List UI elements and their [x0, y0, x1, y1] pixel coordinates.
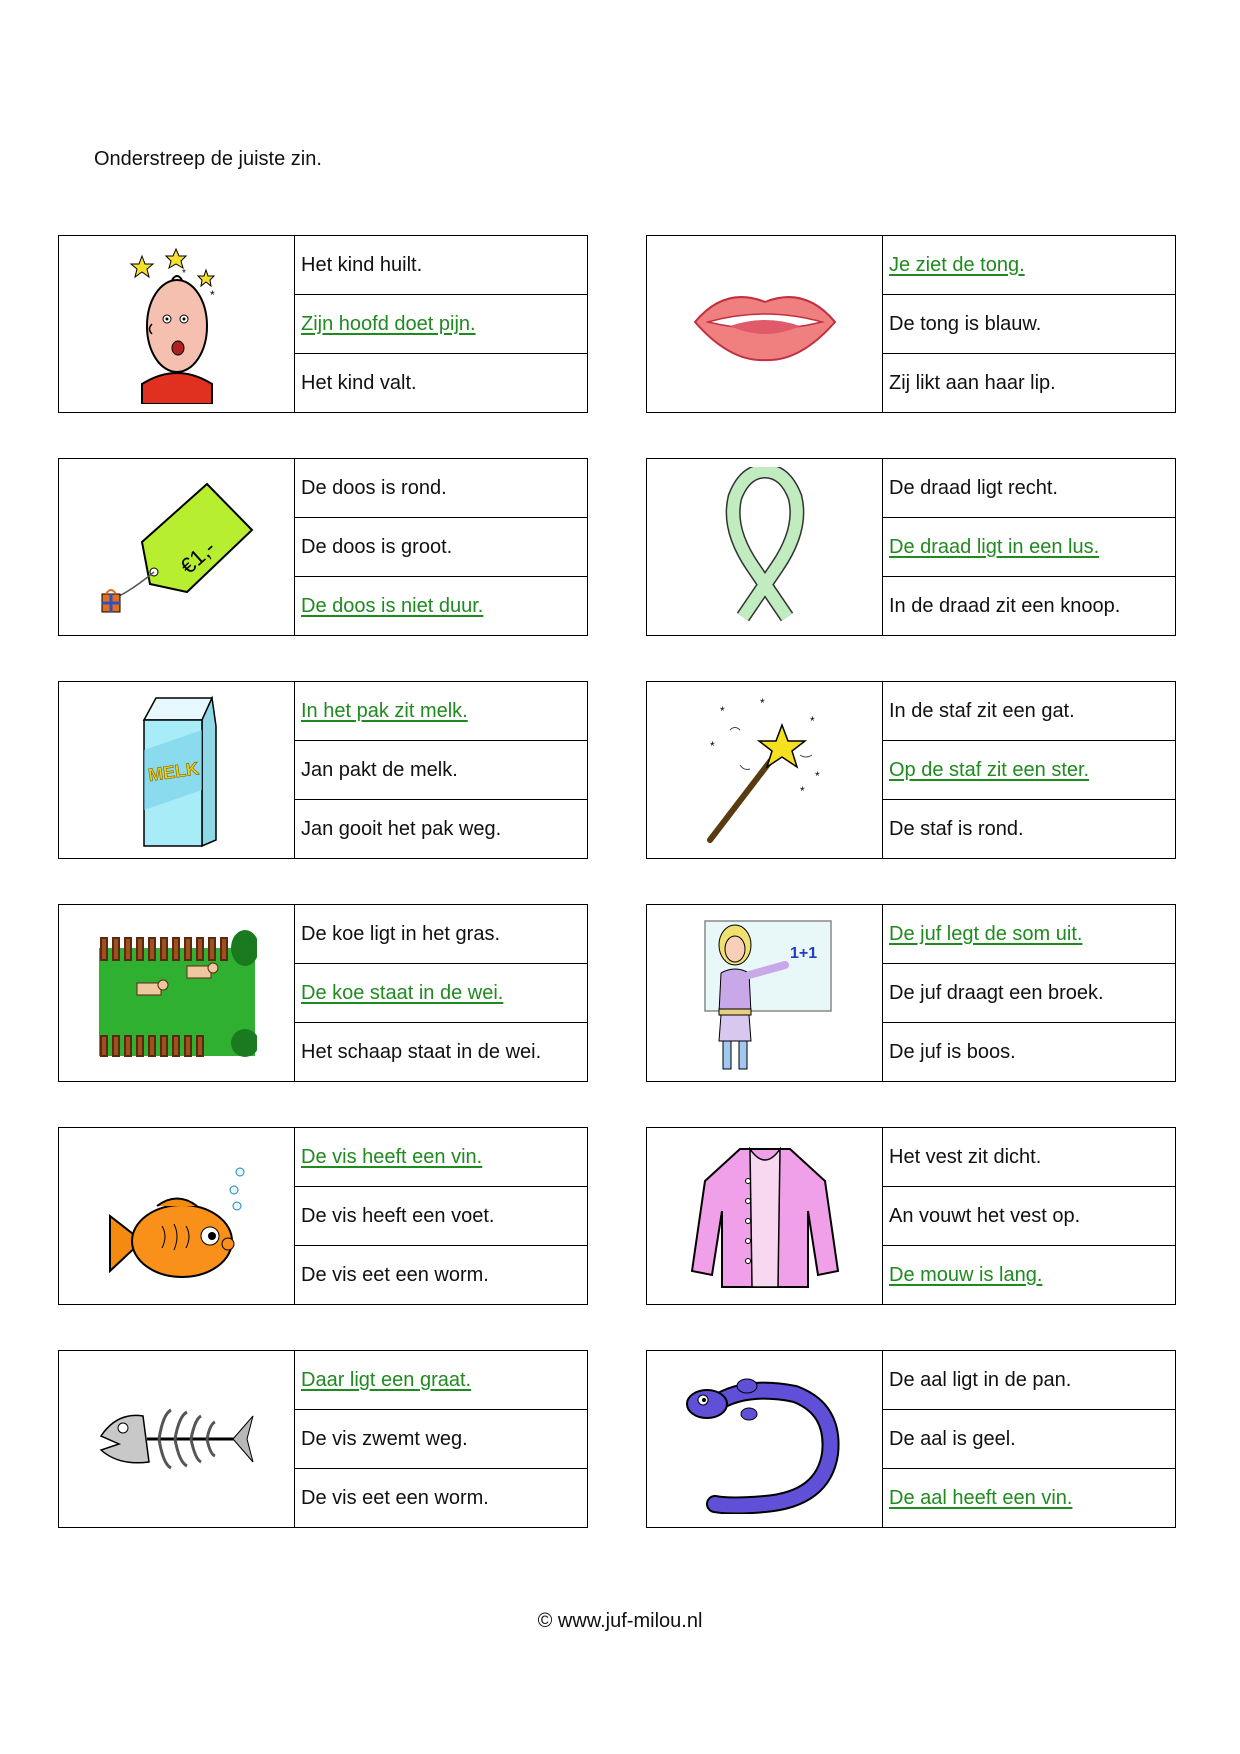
sentence-option-correct[interactable]: Zijn hoofd doet pijn. — [295, 295, 587, 354]
options-column — [883, 905, 1175, 1081]
svg-text:*: * — [209, 288, 215, 302]
svg-text:*: * — [181, 268, 186, 279]
sentence-option[interactable]: In de draad zit een knoop. — [889, 594, 1121, 617]
sentence-option[interactable]: An vouwt het vest op. — [883, 1187, 1175, 1246]
options-column — [883, 682, 1175, 858]
picture-cell — [59, 905, 295, 1081]
exercise-card — [646, 458, 1176, 636]
options-column — [295, 682, 587, 858]
price-tag-picture — [92, 472, 262, 622]
ribbon-loop-picture — [715, 467, 815, 627]
sentence-option[interactable]: De draad ligt recht. — [883, 459, 1175, 518]
picture-cell — [647, 1128, 883, 1304]
svg-text:*: * — [809, 714, 815, 728]
sentence-option[interactable]: Het kind valt. — [301, 371, 417, 394]
sentence-option[interactable]: Het schaap staat in de wei. — [301, 1040, 542, 1063]
dizzy-boy-picture — [122, 244, 232, 404]
svg-text:*: * — [719, 704, 725, 718]
lips-picture — [690, 284, 840, 364]
picture-cell — [59, 236, 295, 412]
sentence-option[interactable]: Het kind huilt. — [295, 236, 587, 295]
sentence-option-correct[interactable]: De aal heeft een vin. — [889, 1486, 1073, 1509]
sentence-option-correct[interactable]: De vis heeft een vin. — [295, 1128, 587, 1187]
options-column — [295, 236, 587, 412]
exercise-card — [646, 1127, 1176, 1305]
options-column — [883, 236, 1175, 412]
copyright-footer[interactable]: © www.juf-milou.nl — [537, 1610, 703, 1632]
sentence-option[interactable]: De vis zwemt weg. — [295, 1410, 587, 1469]
exercise-card — [646, 235, 1176, 413]
options-column — [883, 1128, 1175, 1304]
picture-cell — [647, 682, 883, 858]
exercise-card — [58, 681, 588, 859]
sentence-option[interactable]: De juf is boos. — [889, 1040, 1016, 1063]
picture-cell — [647, 905, 883, 1081]
sentence-option[interactable]: De juf draagt een broek. — [883, 964, 1175, 1023]
options-column — [883, 1351, 1175, 1527]
picture-cell — [59, 1351, 295, 1527]
picture-cell — [647, 459, 883, 635]
goldfish-picture — [102, 1146, 252, 1286]
exercise-card — [58, 904, 588, 1082]
magic-wand-picture — [700, 695, 830, 845]
options-column — [295, 1351, 587, 1527]
svg-text:*: * — [799, 784, 805, 798]
sentence-option[interactable]: De aal is geel. — [883, 1410, 1175, 1469]
sentence-option[interactable]: De vis heeft een voet. — [295, 1187, 587, 1246]
exercise-card — [646, 1350, 1176, 1528]
sentence-option[interactable]: Jan gooit het pak weg. — [301, 817, 502, 840]
pink-cardigan-picture — [690, 1141, 840, 1291]
picture-cell — [59, 682, 295, 858]
sentence-option[interactable]: De doos is rond. — [295, 459, 587, 518]
picture-cell — [647, 236, 883, 412]
exercise-card — [58, 1350, 588, 1528]
picture-cell — [647, 1351, 883, 1527]
sentence-option-correct[interactable]: Daar ligt een graat. — [295, 1351, 587, 1410]
sentence-option-correct[interactable]: De koe staat in de wei. — [295, 964, 587, 1023]
carton-label: MELK — [146, 758, 200, 786]
sentence-option-correct[interactable]: In het pak zit melk. — [295, 682, 587, 741]
sentence-option[interactable]: De vis eet een worm. — [301, 1486, 489, 1509]
picture-cell — [59, 459, 295, 635]
teacher-at-board-picture — [695, 913, 835, 1073]
eel-picture — [685, 1364, 845, 1514]
sentence-option[interactable]: De aal ligt in de pan. — [883, 1351, 1175, 1410]
options-column — [295, 459, 587, 635]
fish-skeleton-picture — [97, 1394, 257, 1484]
svg-text:*: * — [759, 696, 765, 710]
sentence-option-correct[interactable]: De mouw is lang. — [889, 1263, 1043, 1286]
sentence-option[interactable]: Het vest zit dicht. — [883, 1128, 1175, 1187]
sentence-option[interactable]: De koe ligt in het gras. — [295, 905, 587, 964]
board-label: 1+1 — [789, 945, 817, 962]
picture-cell — [59, 1128, 295, 1304]
svg-text:*: * — [709, 739, 715, 753]
sentence-option-correct[interactable]: Op de staf zit een ster. — [883, 741, 1175, 800]
exercise-card — [58, 235, 588, 413]
cows-in-meadow-picture — [97, 928, 257, 1058]
sentence-option[interactable]: De vis eet een worm. — [301, 1263, 489, 1286]
sentence-option-correct[interactable]: De juf legt de som uit. — [883, 905, 1175, 964]
sentence-option[interactable]: De staf is rond. — [889, 817, 1024, 840]
sentence-option[interactable]: De doos is groot. — [295, 518, 587, 577]
exercise-card — [58, 1127, 588, 1305]
sentence-option-correct[interactable]: De doos is niet duur. — [301, 594, 484, 617]
options-column — [295, 1128, 587, 1304]
sentence-option-correct[interactable]: Je ziet de tong. — [883, 236, 1175, 295]
sentence-option[interactable]: In de staf zit een gat. — [883, 682, 1175, 741]
sentence-option[interactable]: De tong is blauw. — [883, 295, 1175, 354]
options-column — [295, 905, 587, 1081]
instruction-heading: Onderstreep de juiste zin. — [94, 148, 322, 170]
exercise-card — [646, 904, 1176, 1082]
exercise-card — [646, 681, 1176, 859]
svg-text:*: * — [814, 769, 820, 783]
sentence-option-correct[interactable]: De draad ligt in een lus. — [883, 518, 1175, 577]
exercise-card — [58, 458, 588, 636]
price-label: €1,- — [174, 534, 220, 579]
sentence-option[interactable]: Jan pakt de melk. — [295, 741, 587, 800]
sentence-option[interactable]: Zij likt aan haar lip. — [889, 371, 1056, 394]
milk-carton-picture — [132, 690, 222, 850]
options-column — [883, 459, 1175, 635]
